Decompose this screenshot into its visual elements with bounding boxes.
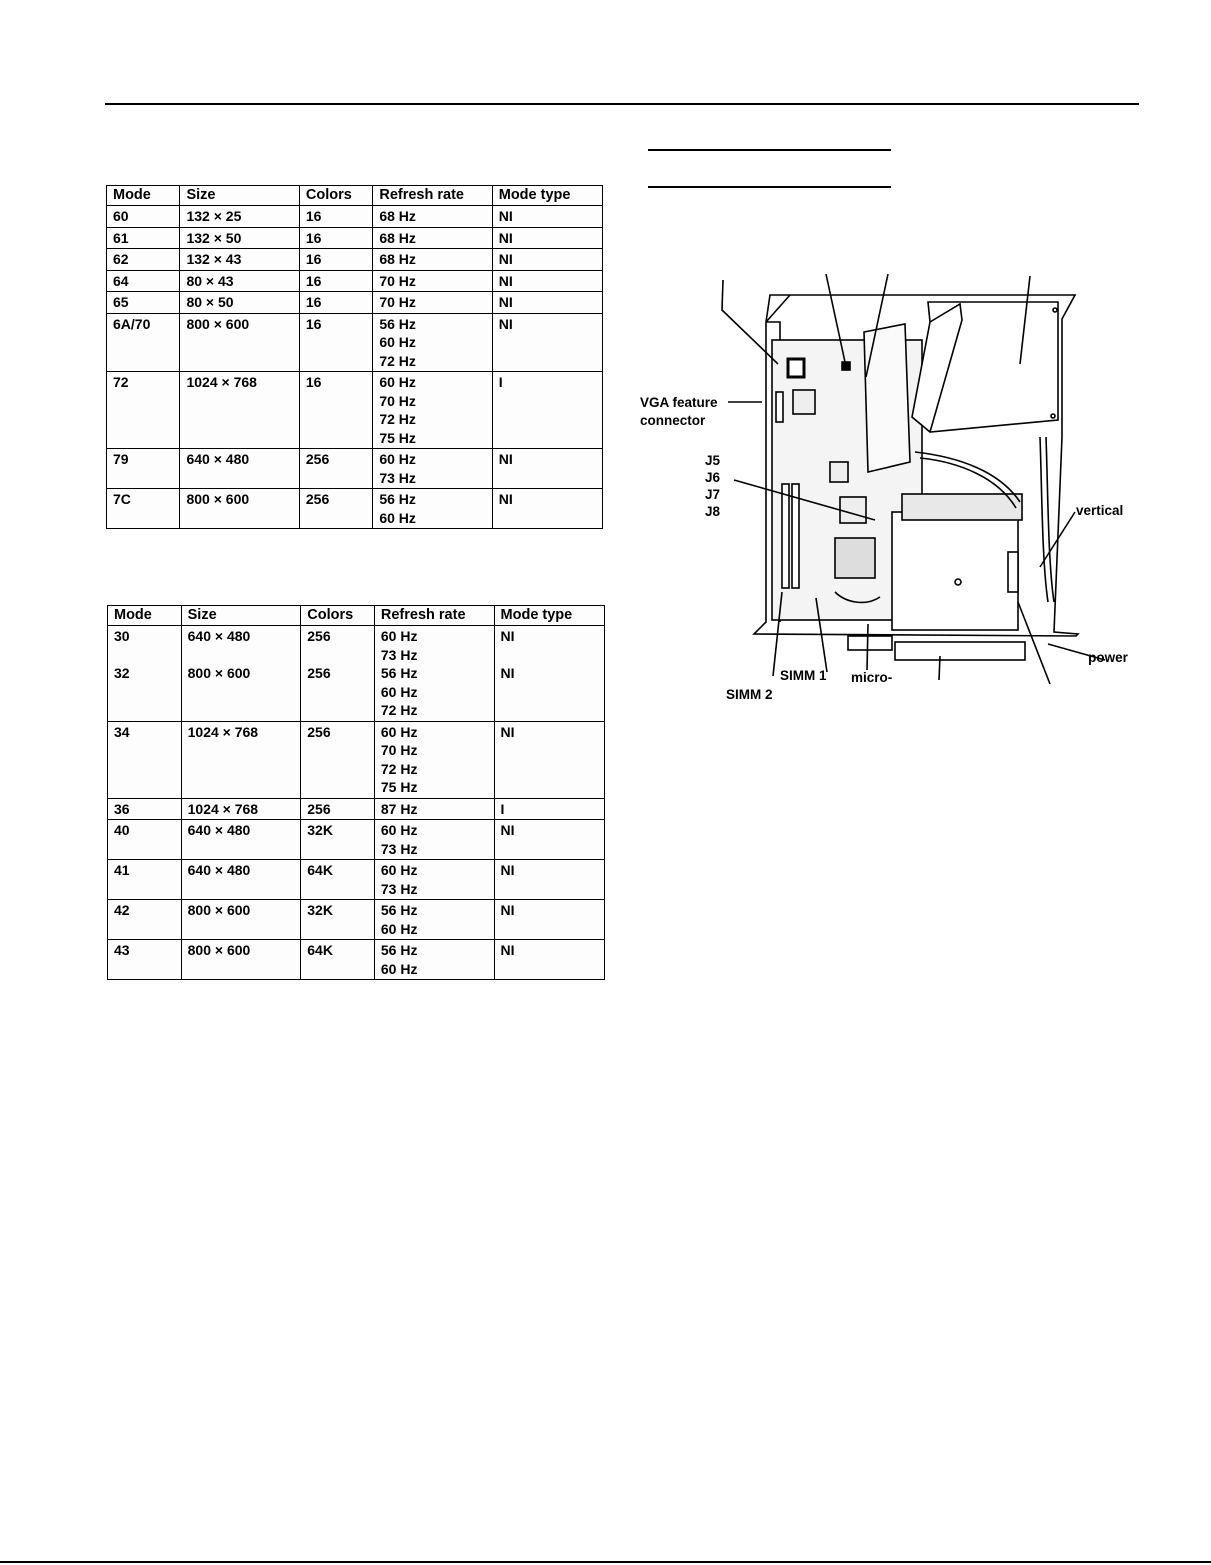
mode-type-cell: NI xyxy=(492,249,602,271)
spacer xyxy=(188,778,295,797)
jumper-j5-label: J5 xyxy=(705,453,721,468)
table-row xyxy=(108,820,605,860)
size-cell: 800 × 600 xyxy=(180,313,299,372)
table-row xyxy=(108,798,605,820)
table-row xyxy=(108,721,605,798)
colors-value: 256 xyxy=(307,723,331,740)
simm2-label: SIMM 2 xyxy=(726,687,773,702)
system-board-diagram xyxy=(630,262,1130,742)
colors-value: 256 xyxy=(307,628,331,644)
refresh-rate-value: 72 Hz xyxy=(379,411,416,427)
refresh-rate-cell xyxy=(373,206,492,228)
table-row xyxy=(108,940,605,980)
spacer xyxy=(114,741,175,760)
mode-value: 36 xyxy=(114,800,130,817)
mode-value: 34 xyxy=(114,723,130,740)
refresh-rate-value: 56 Hz xyxy=(380,942,418,958)
colors-cell xyxy=(301,820,375,860)
refresh-rate-value: 56 Hz xyxy=(379,491,416,507)
mode-type-cell: I xyxy=(492,372,602,449)
colors-cell: 256 xyxy=(299,489,372,529)
refresh-rate-cell xyxy=(374,721,494,798)
table-row xyxy=(107,313,603,372)
spacer xyxy=(307,701,368,720)
refresh-rate-value: 68 Hz xyxy=(379,229,416,246)
vga-feature-label: VGA feature xyxy=(640,395,718,410)
colors-cell xyxy=(301,798,375,820)
colors-value: 256 xyxy=(307,665,331,681)
spacer xyxy=(114,701,175,720)
spacer xyxy=(501,840,598,859)
refresh-rate-value: 73 Hz xyxy=(380,880,418,897)
mode-type-value: NI xyxy=(500,942,515,958)
size-cell: 640 × 480 xyxy=(180,449,299,489)
jumper-j6-label: J6 xyxy=(705,470,721,485)
mode-cell: 72 xyxy=(107,372,180,449)
mode-type-cell: NI xyxy=(492,313,602,372)
mode-value: 43 xyxy=(114,942,130,958)
refresh-rate-value: 60 Hz xyxy=(379,451,416,467)
refresh-rate-value: 75 Hz xyxy=(379,429,416,446)
mode-type-cell xyxy=(494,721,604,798)
size-value: 640 × 480 xyxy=(187,628,251,644)
table-header-row xyxy=(108,606,605,626)
size-cell: 132 × 25 xyxy=(180,206,299,228)
mode-cell: 64 xyxy=(107,270,180,292)
colors-cell xyxy=(301,940,375,980)
refresh-rate-cell xyxy=(373,449,492,489)
header-size: Size xyxy=(180,186,299,206)
size-cell xyxy=(181,860,301,900)
refresh-rate-value: 60 Hz xyxy=(380,723,418,740)
table-row xyxy=(108,900,605,940)
spacer xyxy=(307,840,368,859)
refresh-rate-cell xyxy=(373,292,492,314)
size-value: 640 × 480 xyxy=(187,822,251,838)
video-modes-table-1 xyxy=(106,185,603,529)
mode-value: 42 xyxy=(114,902,130,918)
mode-cell xyxy=(108,860,182,900)
mode-value: 40 xyxy=(114,822,130,838)
mode-cell: 7C xyxy=(107,489,180,529)
colors-value: 32K xyxy=(307,822,333,838)
spacer xyxy=(188,920,295,939)
spacer xyxy=(307,760,368,779)
size-cell xyxy=(181,798,301,820)
spacer xyxy=(114,840,175,859)
spacer xyxy=(114,683,175,702)
mode-type-cell: NI xyxy=(492,292,602,314)
header-mode: Mode xyxy=(108,606,182,626)
colors-cell: 16 xyxy=(299,249,372,271)
spacer xyxy=(501,960,598,979)
size-cell: 80 × 43 xyxy=(180,270,299,292)
refresh-rate-value: 56 Hz xyxy=(380,665,418,681)
mode-type-cell: NI xyxy=(492,489,602,529)
jumper-j7-label: J7 xyxy=(705,487,721,502)
refresh-rate-cell xyxy=(374,626,494,722)
mode-type-cell: NI xyxy=(492,270,602,292)
header-mode-type: Mode type xyxy=(492,186,602,206)
refresh-rate-cell xyxy=(374,940,494,980)
header-refresh-rate: Refresh rate xyxy=(373,186,492,206)
mode-cell xyxy=(108,626,182,722)
spacer xyxy=(501,760,598,779)
spacer xyxy=(114,646,175,665)
header-mode: Mode xyxy=(107,186,180,206)
colors-cell: 16 xyxy=(299,270,372,292)
micro-label: micro- xyxy=(851,670,893,685)
refresh-rate-value: 68 Hz xyxy=(379,251,416,267)
refresh-rate-value: 70 Hz xyxy=(380,742,418,758)
mode-cell: 61 xyxy=(107,227,180,249)
spacer xyxy=(307,880,368,899)
size-cell xyxy=(181,721,301,798)
spacer xyxy=(188,701,295,720)
simm-slot-2 xyxy=(782,484,789,588)
mode-cell: 65 xyxy=(107,292,180,314)
colors-value: 256 xyxy=(307,800,331,817)
spacer xyxy=(501,683,598,702)
header-refresh-rate: Refresh rate xyxy=(374,606,494,626)
header-size: Size xyxy=(181,606,301,626)
mode-value: 41 xyxy=(114,862,130,878)
colors-cell xyxy=(301,860,375,900)
mode-type-cell xyxy=(494,900,604,940)
spacer xyxy=(188,741,295,760)
connector-label: connector xyxy=(640,413,706,428)
video-modes-table-2 xyxy=(107,605,605,980)
header-mode-type: Mode type xyxy=(494,606,604,626)
refresh-rate-value: 60 Hz xyxy=(380,920,418,937)
heading-rule-bottom xyxy=(648,186,891,188)
vertical-label: vertical xyxy=(1076,503,1124,518)
spacer xyxy=(114,920,175,939)
table-row xyxy=(107,372,603,449)
colors-cell: 256 xyxy=(299,449,372,489)
mode-type-value: NI xyxy=(500,628,515,644)
size-value: 800 × 600 xyxy=(187,942,251,958)
colors-value: 32K xyxy=(307,902,333,918)
colors-cell xyxy=(301,900,375,940)
refresh-rate-cell xyxy=(374,900,494,940)
size-value: 640 × 480 xyxy=(187,862,251,878)
mode-cell xyxy=(108,721,182,798)
table-row xyxy=(107,489,603,529)
mode-type-value: NI xyxy=(500,902,515,918)
size-value: 800 × 600 xyxy=(187,665,251,681)
mode-cell xyxy=(108,820,182,860)
spacer xyxy=(188,880,295,899)
colors-value: 64K xyxy=(307,942,333,958)
spacer xyxy=(188,840,295,859)
refresh-rate-value: 60 Hz xyxy=(380,683,418,700)
power-supply xyxy=(912,302,1058,432)
mode-type-value: NI xyxy=(500,665,515,681)
table-row xyxy=(107,227,603,249)
refresh-rate-value: 73 Hz xyxy=(379,469,416,486)
refresh-rate-value: 72 Hz xyxy=(379,352,416,369)
refresh-rate-cell xyxy=(373,227,492,249)
refresh-rate-value: 56 Hz xyxy=(380,902,418,918)
mode-cell xyxy=(108,900,182,940)
spacer xyxy=(307,683,368,702)
simm-slot-1 xyxy=(792,484,799,588)
spacer xyxy=(114,960,175,979)
colors-cell: 16 xyxy=(299,372,372,449)
table-row xyxy=(107,249,603,271)
mode-type-cell xyxy=(494,820,604,860)
refresh-rate-cell xyxy=(374,860,494,900)
mode-type-cell xyxy=(494,860,604,900)
refresh-rate-cell xyxy=(373,372,492,449)
mode-cell xyxy=(108,798,182,820)
power-label: power xyxy=(1088,650,1128,665)
spacer xyxy=(307,741,368,760)
mode-type-value: NI xyxy=(500,822,515,838)
refresh-rate-value: 73 Hz xyxy=(380,646,418,663)
refresh-rate-value: 70 Hz xyxy=(379,272,416,289)
size-value: 1024 × 768 xyxy=(187,800,259,817)
refresh-rate-value: 70 Hz xyxy=(379,294,416,310)
colors-cell: 16 xyxy=(299,313,372,372)
spacer xyxy=(501,920,598,939)
refresh-rate-value: 70 Hz xyxy=(379,392,416,409)
refresh-rate-value: 68 Hz xyxy=(379,208,416,224)
refresh-rate-value: 60 Hz xyxy=(379,374,416,390)
spacer xyxy=(307,960,368,979)
refresh-rate-value: 56 Hz xyxy=(379,315,416,332)
spacer xyxy=(307,646,368,665)
mode-type-cell: NI xyxy=(492,206,602,228)
refresh-rate-cell xyxy=(374,820,494,860)
refresh-rate-value: 60 Hz xyxy=(379,334,416,350)
spacer xyxy=(114,880,175,899)
size-cell xyxy=(181,940,301,980)
spacer xyxy=(501,646,598,665)
chip xyxy=(788,359,804,377)
mode-type-value: I xyxy=(500,800,505,817)
size-cell xyxy=(181,820,301,860)
spacer xyxy=(307,778,368,797)
mode-cell: 60 xyxy=(107,206,180,228)
size-cell: 80 × 50 xyxy=(180,292,299,314)
colors-cell: 16 xyxy=(299,292,372,314)
mode-cell: 62 xyxy=(107,249,180,271)
mode-cell: 79 xyxy=(107,449,180,489)
refresh-rate-value: 72 Hz xyxy=(380,702,418,718)
drive-bay xyxy=(892,512,1018,630)
mode-type-value: NI xyxy=(500,862,515,878)
table-row xyxy=(107,270,603,292)
spacer xyxy=(501,880,598,899)
simm1-label: SIMM 1 xyxy=(780,668,827,683)
table-row xyxy=(108,860,605,900)
refresh-rate-value: 60 Hz xyxy=(380,960,418,977)
mode-type-cell xyxy=(494,798,604,820)
refresh-rate-value: 60 Hz xyxy=(379,509,416,526)
mode-type-cell xyxy=(494,626,604,722)
size-cell xyxy=(181,626,301,722)
size-cell xyxy=(181,900,301,940)
vga-feature-connector xyxy=(776,392,783,422)
size-cell: 132 × 50 xyxy=(180,227,299,249)
refresh-rate-value: 72 Hz xyxy=(380,760,418,777)
chip xyxy=(830,462,848,482)
table-header-row xyxy=(107,186,603,206)
refresh-rate-cell xyxy=(373,270,492,292)
refresh-rate-value: 60 Hz xyxy=(380,862,418,878)
jumper-j8-label: J8 xyxy=(705,504,721,519)
refresh-rate-value: 87 Hz xyxy=(380,800,418,817)
size-cell: 1024 × 768 xyxy=(180,372,299,449)
size-value: 1024 × 768 xyxy=(187,723,259,740)
table-row xyxy=(107,449,603,489)
spacer xyxy=(501,778,598,797)
mode-cell xyxy=(108,940,182,980)
header-colors: Colors xyxy=(299,186,372,206)
spacer xyxy=(501,741,598,760)
refresh-rate-value: 75 Hz xyxy=(380,779,418,795)
mode-value: 32 xyxy=(114,665,130,681)
refresh-rate-cell xyxy=(373,489,492,529)
refresh-rate-cell xyxy=(373,313,492,372)
table-row xyxy=(107,206,603,228)
colors-cell: 16 xyxy=(299,206,372,228)
spacer xyxy=(188,760,295,779)
chip xyxy=(840,497,866,523)
refresh-rate-cell xyxy=(374,798,494,820)
refresh-rate-value: 60 Hz xyxy=(380,628,418,644)
size-value: 800 × 600 xyxy=(187,902,251,918)
spacer xyxy=(188,960,295,979)
spacer xyxy=(114,760,175,779)
header-rule xyxy=(105,103,1139,105)
spacer xyxy=(188,683,295,702)
spacer xyxy=(188,646,295,665)
mode-type-cell: NI xyxy=(492,227,602,249)
colors-cell: 16 xyxy=(299,227,372,249)
size-cell: 800 × 600 xyxy=(180,489,299,529)
mode-type-value: NI xyxy=(500,723,515,740)
refresh-rate-value: 73 Hz xyxy=(380,840,418,857)
footer-rule xyxy=(0,1561,1211,1563)
colors-value: 64K xyxy=(307,862,333,878)
spacer xyxy=(501,701,598,720)
table-row xyxy=(107,292,603,314)
spacer xyxy=(114,778,175,797)
spacer xyxy=(307,920,368,939)
table-row xyxy=(108,626,605,722)
riser-card xyxy=(864,324,910,472)
chip xyxy=(793,390,815,414)
mode-value: 30 xyxy=(114,628,130,644)
colors-cell xyxy=(301,721,375,798)
mode-type-cell: NI xyxy=(492,449,602,489)
colors-cell xyxy=(301,626,375,722)
header-colors: Colors xyxy=(301,606,375,626)
refresh-rate-value: 60 Hz xyxy=(380,822,418,838)
mode-type-cell xyxy=(494,940,604,980)
refresh-rate-cell xyxy=(373,249,492,271)
size-cell: 132 × 43 xyxy=(180,249,299,271)
mode-cell: 6A/70 xyxy=(107,313,180,372)
heading-rule-top xyxy=(648,149,891,151)
chip xyxy=(835,538,875,578)
